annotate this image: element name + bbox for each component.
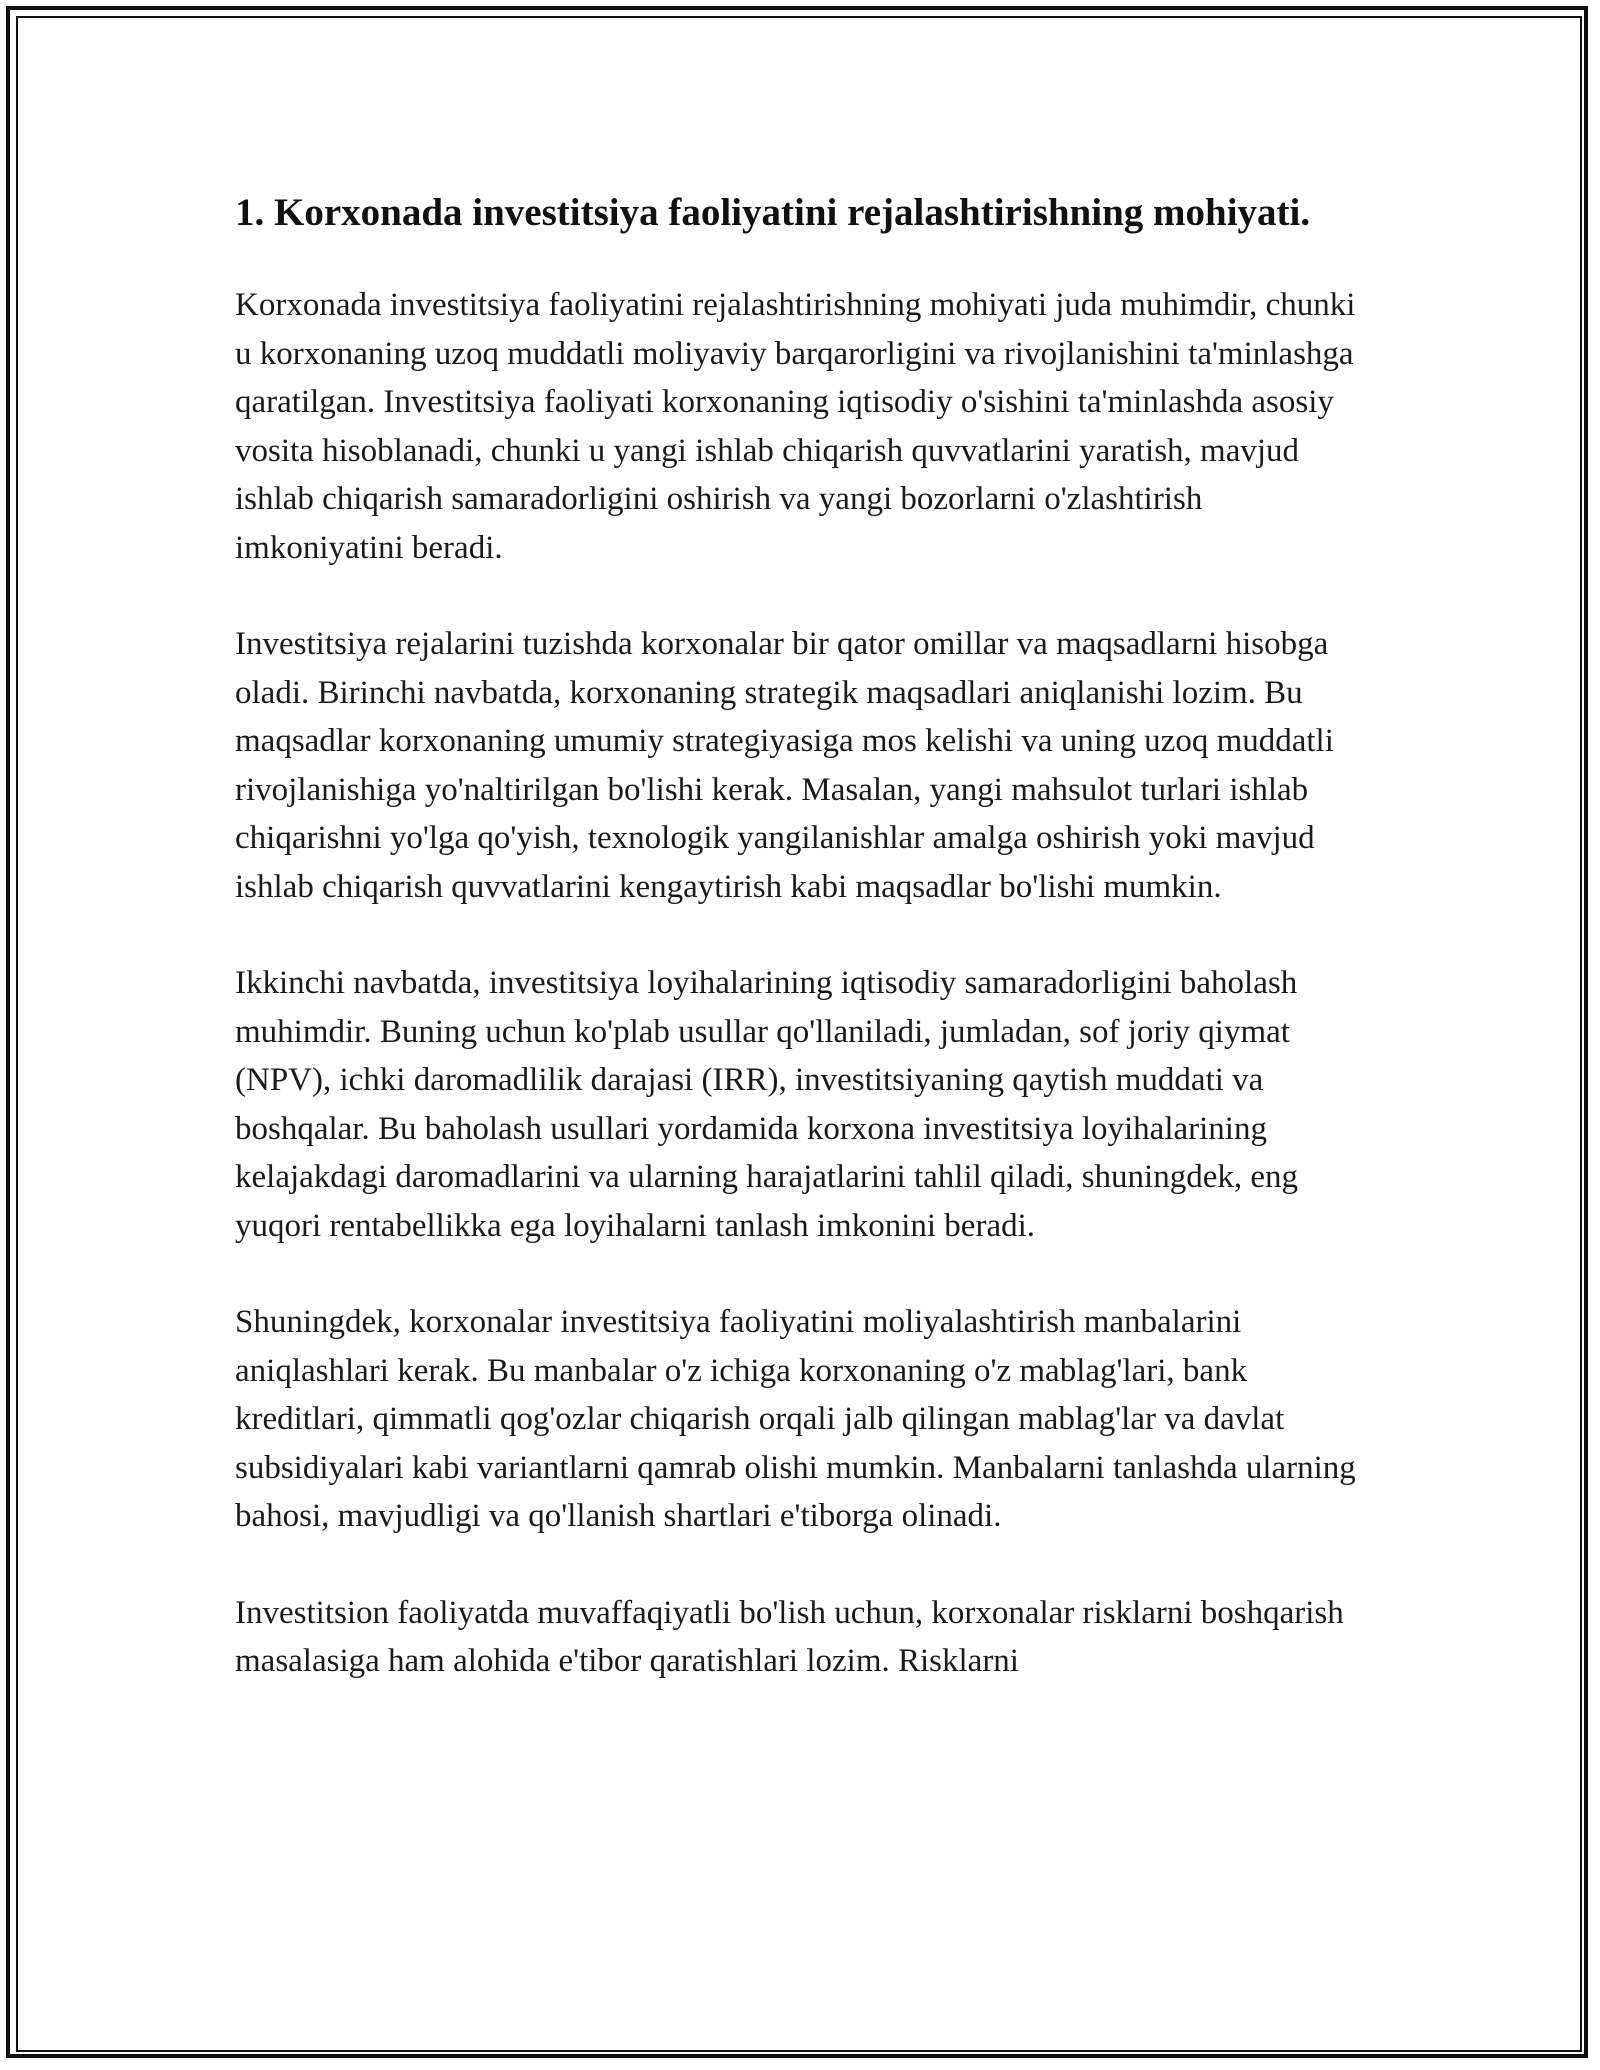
paragraph-2: Investitsiya rejalarini tuzishda korxonalar bir qator omillar va maqsadlarni hisobga oladi. Birinchi navbatda, korxonaning strategik maqsadlari aniqlanishi lozim. Bu maqsadlar korxonaning umumiy strategiyasiga mos kelishi va uning uzoq muddatli rivojlanishiga yo'naltirilgan bo'lishi kerak. Masalan, yangi mahsulot turlari ishlab chiqarishni yo'lga qo'yish, texnologik yangilanishlar amalga oshirish yoki mavjud ishlab chiqarish quvvatlarini kengaytirish kabi maqsadlar bo'lishi mumkin. [235,626,1334,905]
section-heading: 1. Korxonada investitsiya faoliyatini rejalashtirishning mohiyati. [235,191,1311,234]
paragraph-1: Korxonada investitsiya faoliyatini rejalashtirishning mohiyati juda muhimdir, chunki u korxonaning uzoq muddatli moliyaviy barqarorligini va rivojlanishini ta'minlashga qaratilgan. Investitsiya faoliyati korxonaning iqtisodiy o'sishini ta'minlashda asosiy vosita hisoblanadi, chunki u yangi ishlab chiqarish quvvatlarini yaratish, mavjud ishlab chiqarish samaradorligini oshirish va yangi bozorlarni o'zlashtirish imkoniyatini beradi. [235,287,1356,566]
paragraph-5: Investitsion faoliyatda muvaffaqiyatli bo'lish uchun, korxonalar risklarni boshqarish masalasiga ham alohida e'tibor qaratishlari lozim. Risklarni [235,1594,1344,1679]
paragraph-4: Shuningdek, korxonalar investitsiya faoliyatini moliyalashtirish manbalarini aniqlashlari kerak. Bu manbalar o'z ichiga korxonaning o'z mablag'lari, bank kreditlari, qimmatli qog'ozlar chiqarish orqali jalb qilingan mablag'lar va davlat subsidiyalari kabi variantlarni qamrab olishi mumkin. Manbalarni tanlashda ularning bahosi, mavjudligi va qo'llanish shartlari e'tiborga olinadi. [235,1304,1356,1534]
document-body [235,185,1375,1734]
paragraph-3: Ikkinchi navbatda, investitsiya loyihalarining iqtisodiy samaradorligini baholash muhimdir. Buning uchun ko'plab usullar qo'llaniladi, jumladan, sof joriy qiymat (NPV), ichki daromadlilik darajasi (IRR), investitsiyaning qaytish muddati va boshqalar. Bu baholash usullari yordamida korxona investitsiya loyihalarining kelajakdagi daromadlarini va ularning harajatlarini tahlil qiladi, shuningdek, eng yuqori rentabellikka ega loyihalarni tanlash imkonini beradi. [235,965,1298,1244]
